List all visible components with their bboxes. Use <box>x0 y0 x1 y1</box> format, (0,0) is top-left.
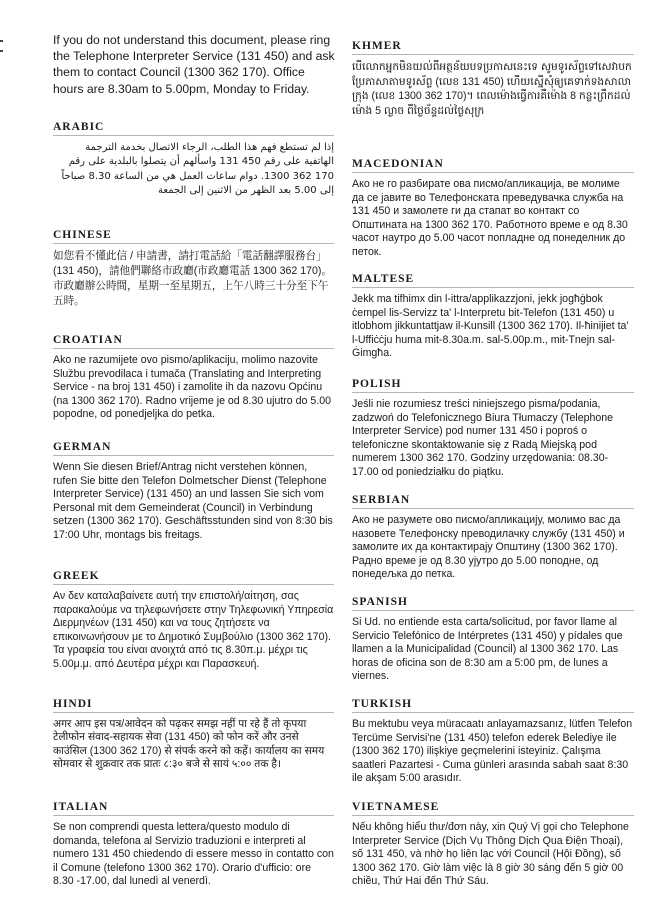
section-body: Ако не го разбирате ова писмо/апликација, ве молиме да се јавите во Телефонската преведувачка служба на 131 450 и замолете ги да стапат во контакт со Општината на 1300 362 170. Работното време е од 8.30 часот наутро до 5.00 часот попладне од понеделник до петок. <box>352 178 628 258</box>
section-heading: VIETNAMESE <box>352 801 634 816</box>
section-body: Αν δεν καταλαβαίνετε αυτή την επιστολή/αίτηση, σας παρακαλούμε να τηλεφωνήσετε στην Τηλεφωνική Υπηρεσία Διερμηνέων (131 450) και να τους ζητήσετε να επικοινωνήσουν με το Δημοτικό Συμβούλιο (1300 362 170). Τα γραφεία του είναι ανοιχτά από τις 8.30π.μ. μέχρι τις 5.00μ.μ. από Δευτέρα μέχρι και Παρασκευή. <box>53 590 334 670</box>
section-turkish <box>352 698 634 786</box>
section-croatian <box>53 334 334 422</box>
section-body: Wenn Sie diesen Brief/Antrag nicht verstehen können, rufen Sie bitte den Telefon Dolmetscher Dienst (Telephone Interpreter Service) (131 450) an und lassen Sie sich vom Personal mit dem Gemeinderat (Council) in Verbindung setzen (1300 362 170). Geschäftsstunden sind von 8:30 bis 17:00 Uhr, montags bis freitags. <box>53 461 333 541</box>
section-heading: TURKISH <box>352 698 634 713</box>
section-heading: MACEDONIAN <box>352 158 634 173</box>
section-body: Bu mektubu veya müracaatı anlayamazsanız, lütfen Telefon Tercüme Servisi'ne (131 450) telefon ederek Belediye ile (1300 362 170) ilişkiye geçmelerini isteyiniz. Çalışma saatleri Pazartesi - Cuma günleri arasında sabah saat 8:30 ile akşam 5:00 arasıdır. <box>352 718 633 785</box>
section-german <box>53 441 334 543</box>
section-spanish <box>352 596 634 684</box>
section-body: Se non comprendi questa lettera/questo modulo di domanda, telefona al Servizio traduzioni e interpreti al numero 131 450 chiedendo di essere messo in contatto con il Comune (telefono 1300 362 170). Orario d'ufficio: ore 8.30 -17.00, dal lunedì al venerdì. <box>53 821 334 888</box>
section-heading: GREEK <box>53 570 334 585</box>
intro-text: If you do not understand this document, please ring the Telephone Interpreter Service (131 450) and ask them to contact Council (1300 362 170). Office hours are 8.30am to 5.00pm, Monday to Friday. <box>53 33 335 96</box>
section-khmer <box>352 40 634 118</box>
section-body: Jeśli nie rozumiesz treści niniejszego pisma/podania, zadzwoń do Telefonicznego Biura Tłumaczy (Telephone Interpreter Service) pod numer 131 450 i poproś o telefoniczne skontaktowanie się z Radą Miejską pod numerem 1300 362 170. Godziny urzędowania: 08.30-17.00 od poniedziałku do piątku. <box>352 398 614 478</box>
section-heading: SPANISH <box>352 596 634 611</box>
section-body: Si Ud. no entiende esta carta/solicitud, por favor llame al Servicio Telefónico de Intérpretes (131 450) y pídales que llamen a la Municipalidad (Council) al 1300 362 170. Las horas de oficina son de 8:30 am a 5:00 pm, de lunes a viernes. <box>352 616 623 683</box>
section-body: បើលោកអ្នកមិនយល់ពីអត្ថន័យបទប្រកាសនេះទេ សូមទូរស័ព្ទទៅសេវាបកប្រែភាសាតាមទូរស័ព្ទ (លេខ 131 450) ហើយស្នើសុំឲ្យគេទាក់ទងសាលាក្រុង (លេខ 1300 362 170)។ ពេលម៉ោងធ្វើការគឺម៉ោង 8 កន្លះព្រឹកដល់ម៉ោង 5 ល្ងាច ពីថ្ងៃច័ន្ទដល់ថ្ងៃសុក្រ <box>352 61 632 117</box>
section-heading: ARABIC <box>53 121 334 136</box>
section-heading: CHINESE <box>53 229 334 244</box>
section-heading: CROATIAN <box>53 334 334 349</box>
section-body: Jekk ma tifhimx din l-ittra/applikazzjoni, jekk jogħġbok ċempel lis-Servizz ta' l-Interpretu bit-Telefon (131 450) u itlobhom jikkuntattjaw il-Kunsill (1300 362 170). Il-ħinijiet ta' l-Uffiċċju huma mit-8.30a.m. sal-5.00p.m., mit-Tnejn sal-Ġimgħa. <box>352 293 629 360</box>
section-body: Nếu không hiểu thư/đơn này, xin Quý Vị gọi cho Telephone Interpreter Service (Dịch Vụ Thông Dịch Qua Điện Thoại), số 131 450, và nhờ họ liên lạc với Council (Hội Đồng), số 1300 362 170. Giờ làm việc là 8 giờ 30 sáng đến 5 giờ 00 chiều, Thứ Hai đến Thứ Sáu. <box>352 821 629 888</box>
section-chinese <box>53 229 334 309</box>
section-heading: GERMAN <box>53 441 334 456</box>
section-heading: ITALIAN <box>53 801 334 816</box>
section-vietnamese <box>352 801 634 889</box>
edge-mark <box>0 50 3 52</box>
section-hindi <box>53 698 334 772</box>
section-arabic <box>53 121 334 198</box>
section-maltese <box>352 273 634 361</box>
section-heading: KHMER <box>352 40 634 55</box>
section-heading: SERBIAN <box>352 494 634 509</box>
section-greek <box>53 570 334 672</box>
section-body: Ako ne razumijete ovo pismo/aplikaciju, molimo nazovite Službu prevodilaca i tumača (Translating and Interpreting Service - na broj 131 450) i zamolite ih da nazovu Općinu (na 1300 362 170). Radno vrijeme je od 8.30 ujutro do 5.00 popodne, od ponedjeljka do petka. <box>53 354 331 421</box>
edge-mark <box>0 40 3 42</box>
section-body: إذا لم تستطع فهم هذا الطلب، الرجاء الاتصال بخدمة الترجمة الهاتفية على رقم 450 131 واسألهم أن يتصلوا بالبلدية على رقم 170 362 1300. دوام ساعات العمل هي من الساعة 8.30 صباحاً إلى 5.00 بعد الظهر من الاثنين إلى الجمعة <box>61 142 334 196</box>
section-macedonian <box>352 158 634 260</box>
section-body: 如您看不懂此信 / 申請書，請打電話給「電話翻譯服務台」(131 450)，請他們聯絡市政廳(市政廳電話 1300 362 170)。市政廳辦公時間，星期一至星期五，上午八時三十分至下午五時。 <box>53 250 333 307</box>
section-body: Ако не разумете ово писмо/апликацију, молимо вас да назовете Телефонску преводилачку службу (131 450) и замолите их да контактирају Општину (1300 362 170). Радно време је од 8.30 ујутро до 5.00 поподне, од понедељка до петка. <box>352 514 625 581</box>
section-heading: MALTESE <box>352 273 634 288</box>
section-polish <box>352 378 634 480</box>
section-body: अगर आप इस पत्र/आवेदन को पढ़कर समझ नहीं पा रहे हैं तो कृपया टेलीफोन संवाद-सहायक सेवा (131 450) को फोन करें और उनसे काउंसिल (1300 362 170) से संपर्क करने को कहें। कार्यालय का समय सोमवार से शुक्रवार तक प्रातः ८:३० बजे से सायं ५:०० तक है। <box>53 718 325 771</box>
section-heading: POLISH <box>352 378 634 393</box>
section-italian <box>53 801 334 889</box>
section-heading: HINDI <box>53 698 334 713</box>
section-serbian <box>352 494 634 582</box>
